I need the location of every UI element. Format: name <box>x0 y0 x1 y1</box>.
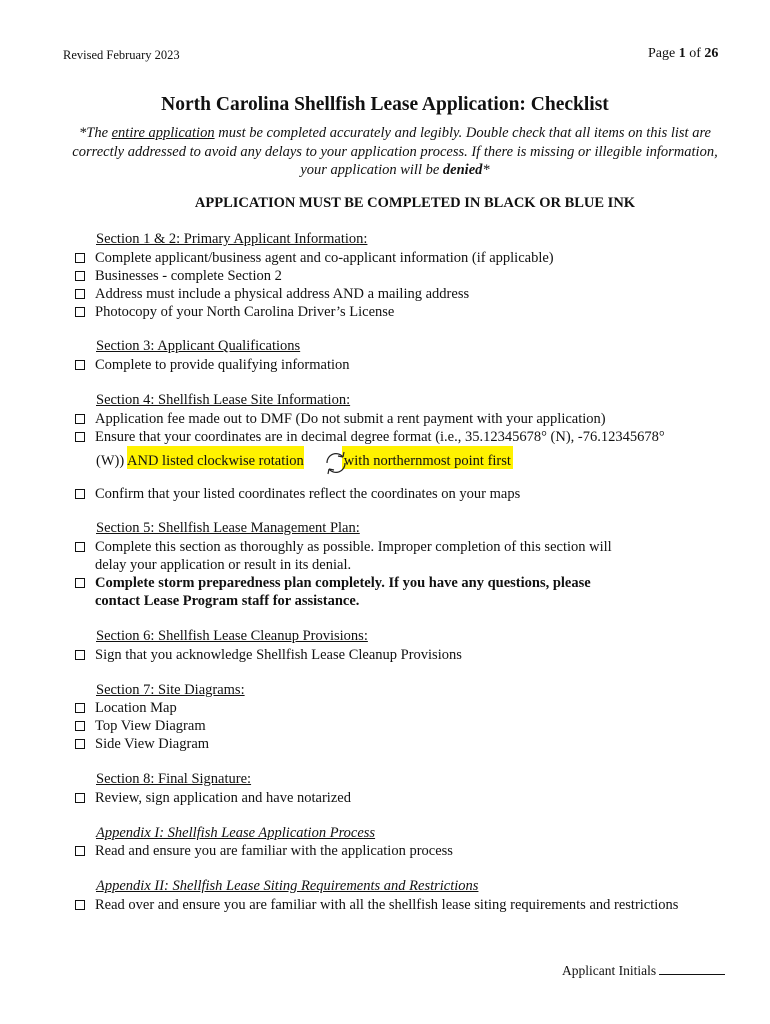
checklist-item: Side View Diagram <box>75 735 209 753</box>
checkbox[interactable] <box>75 721 85 731</box>
checklist-item: Read and ensure you are familiar with the application process <box>75 842 453 860</box>
checklist-item: Confirm that your listed coordinates reflect the coordinates on your maps <box>75 485 520 503</box>
highlight-clockwise: AND listed clockwise rotation <box>127 446 304 469</box>
checklist-item: Application fee made out to DMF (Do not submit a rent payment with your application) <box>75 410 606 428</box>
checkbox[interactable] <box>75 793 85 803</box>
checklist-item: Complete applicant/business agent and co-applicant information (if applicable) <box>75 249 554 267</box>
revision-date: Revised February 2023 <box>63 48 180 62</box>
section-6-heading: Section 6: Shellfish Lease Cleanup Provisions: <box>96 628 368 644</box>
checkbox[interactable] <box>75 578 85 588</box>
initials-field[interactable] <box>659 962 725 975</box>
intro-paragraph: *The entire application must be completed accurately and legibly. Double check that all items on this list are correctly addressed to avoid any delays to your application process. If there is missing or illegible information, your application will be denied* <box>72 125 718 178</box>
checklist-item: Address must include a physical address AND a mailing address <box>75 285 469 303</box>
page-title: North Carolina Shellfish Lease Application: Checklist <box>161 94 609 115</box>
checkbox[interactable] <box>75 414 85 424</box>
checklist-item: Complete this section as thoroughly as possible. Improper completion of this section will delay your application or result in its denial. <box>75 538 612 574</box>
checkbox[interactable] <box>75 289 85 299</box>
section-7-heading: Section 7: Site Diagrams: <box>96 682 245 698</box>
checkbox[interactable] <box>75 307 85 317</box>
checklist-item: Complete storm preparedness plan completely. If you have any questions, please contact Lease Program staff for assistance. <box>75 574 591 610</box>
checklist-item: Location Map <box>75 699 177 717</box>
clockwise-rotation-icon <box>322 450 350 481</box>
page-indicator: Page 1 of 26 <box>648 46 719 61</box>
checkbox[interactable] <box>75 703 85 713</box>
section-8-heading: Section 8: Final Signature: <box>96 771 252 787</box>
section-1-2-heading: Section 1 & 2: Primary Applicant Information: <box>96 231 368 247</box>
highlight-northernmost: with northernmost point first <box>342 446 513 469</box>
checklist-item: Review, sign application and have notarized <box>75 789 351 807</box>
applicant-initials: Applicant Initials <box>562 962 725 979</box>
checklist-item: Top View Diagram <box>75 717 206 735</box>
checkbox[interactable] <box>75 489 85 499</box>
checkbox[interactable] <box>75 739 85 749</box>
checkbox[interactable] <box>75 650 85 660</box>
checkbox[interactable] <box>75 360 85 370</box>
section-5-heading: Section 5: Shellfish Lease Management Plan: <box>96 520 360 536</box>
section-3-heading: Section 3: Applicant Qualifications <box>96 338 301 354</box>
checklist-item-continuation: (W)) AND listed clockwise rotation with northernmost point first <box>96 446 513 476</box>
checkbox[interactable] <box>75 271 85 281</box>
checkbox[interactable] <box>75 900 85 910</box>
checkbox[interactable] <box>75 432 85 442</box>
appendix-1-heading: Appendix I: Shellfish Lease Application Process <box>96 825 376 841</box>
checklist-item: Businesses - complete Section 2 <box>75 267 282 285</box>
checkbox[interactable] <box>75 253 85 263</box>
checklist-item: Complete to provide qualifying information <box>75 356 350 374</box>
ink-notice: APPLICATION MUST BE COMPLETED IN BLACK OR BLUE INK <box>194 195 636 211</box>
checklist-item: Photocopy of your North Carolina Driver’s License <box>75 303 394 321</box>
appendix-2-heading: Appendix II: Shellfish Lease Siting Requirements and Restrictions <box>96 878 479 894</box>
checkbox[interactable] <box>75 542 85 552</box>
checkbox[interactable] <box>75 846 85 856</box>
checklist-item: Ensure that your coordinates are in decimal degree format (i.e., 35.12345678° (N), -76.12345678° <box>75 428 665 446</box>
checklist-item: Sign that you acknowledge Shellfish Lease Cleanup Provisions <box>75 646 462 664</box>
checklist-item: Read over and ensure you are familiar with all the shellfish lease siting requirements and restrictions <box>75 896 678 914</box>
section-4-heading: Section 4: Shellfish Lease Site Information: <box>96 392 351 408</box>
